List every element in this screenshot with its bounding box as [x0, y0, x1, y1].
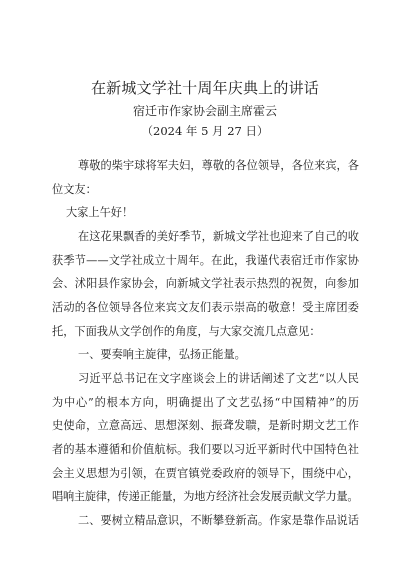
body-line: 位文友： [52, 182, 97, 196]
body-line: 大家上午好！ [66, 206, 134, 220]
section-heading-1 [52, 343, 359, 367]
document-title: 在新城文学社十周年庆典上的讲话 [90, 79, 319, 97]
author-line: 宿迁市作家协会副主席霍云 [132, 104, 277, 118]
body-line: 会、沭阳县作家协会，向新城文学社表示热烈的祝贺，向参加 [52, 277, 359, 291]
body-line: 会主义思想为引领，在贾官镇党委政府的领导下，围绕中心， [52, 466, 359, 480]
paragraph-intro [52, 225, 359, 343]
paragraph-salutation [52, 154, 359, 201]
document-body [52, 154, 359, 532]
body-line: 在这花果飘香的美好季节，新城文学社也迎来了自己的收 [78, 230, 359, 244]
paragraph-greeting [52, 201, 359, 225]
body-line: 为中心”的根本方向，明确提出了文艺弘扬“中国精神”的历 [52, 395, 359, 409]
paragraph-section-1 [52, 367, 359, 509]
body-line: 一、要奏响主旋律，弘扬正能量。 [78, 348, 246, 362]
body-line: 习近平总书记在文字座谈会上的讲话阐述了文艺“以人民 [78, 371, 359, 385]
body-line: 二、要树立精品意识，不断攀登新高。作家是靠作品说话 [78, 513, 359, 527]
body-line: 托，下面我从文学创作的角度，与大家交流几点意见： [52, 324, 321, 338]
body-line: 活动的各位领导各位来宾文友们表示崇高的敬意！受主席团委 [52, 301, 359, 315]
body-line: 唱响主旋律，传递正能量，为地方经济社会发展贡献文学力量。 [52, 490, 359, 504]
speech-date: （2024 年 5 月 27 日） [141, 124, 269, 138]
body-line: 者的基本遵循和价值航标。我们要以习近平新时代中国特色社 [52, 442, 359, 456]
body-line: 尊敬的柴宇球将军夫妇，尊敬的各位领导，各位来宾，各 [78, 159, 359, 173]
body-line: 获季节——文学社成立十周年。在此，我谨代表宿迁市作家协 [52, 253, 359, 267]
body-line: 史使命，立意高远、思想深刻、振聋发聩，是新时期文艺工作 [52, 419, 359, 433]
section-heading-2 [52, 509, 359, 533]
